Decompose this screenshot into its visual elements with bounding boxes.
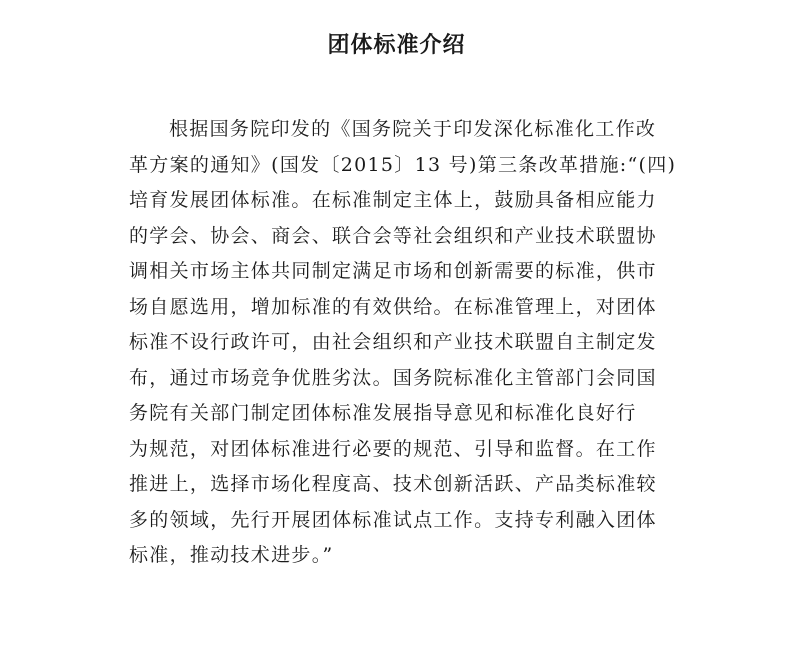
paragraph-line: 布，通过市场竞争优胜劣汰。国务院标准化主管部门会同国 (129, 366, 657, 389)
paragraph-line: 为规范，对团体标准进行必要的规范、引导和监督。在工作 (129, 437, 657, 460)
paragraph-line: 的学会、协会、商会、联合会等社会组织和产业技术联盟协 (129, 224, 657, 247)
paragraph-line: 标准，推动技术进步。” (129, 544, 334, 566)
paragraph-line: 标准不设行政许可，由社会组织和产业技术联盟自主制定发 (129, 331, 657, 353)
document-body (129, 112, 677, 574)
paragraph-line: 根据国务院印发的《国务院关于印发深化标准化工作改 (169, 118, 657, 140)
paragraph-line: 务院有关部门制定团体标准发展指导意见和标准化良好行 (129, 402, 637, 424)
paragraph-line: 培育发展团体标准。在标准制定主体上，鼓励具备相应能力 (129, 189, 657, 211)
paragraph-line: 调相关市场主体共同制定满足市场和创新需要的标准，供市 (129, 260, 657, 282)
paragraph-line: 多的领域，先行开展团体标准试点工作。支持专利融入团体 (129, 508, 657, 531)
paragraph-line: 场自愿选用，增加标准的有效供给。在标准管理上，对团体 (129, 295, 657, 318)
document-title: 团体标准介绍 (327, 32, 466, 58)
paragraph-line: 革方案的通知》(国发〔2015〕13 号)第三条改革措施:“(四) (129, 153, 677, 176)
paragraph-line: 推进上，选择市场化程度高、技术创新活跃、产品类标准较 (129, 473, 657, 495)
